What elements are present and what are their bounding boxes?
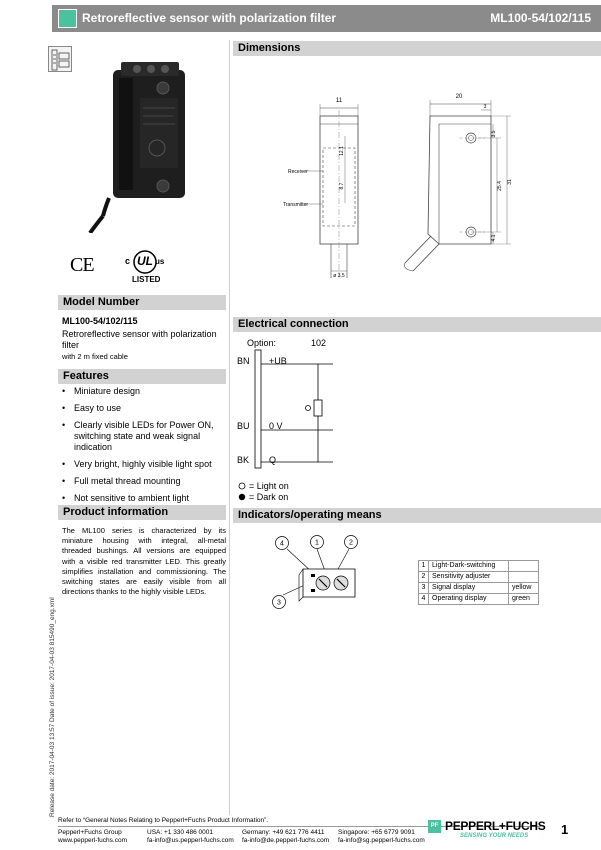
row-description: Signal display [429, 583, 509, 594]
footer-germany-phone: Germany: +49 621 776 4411 [242, 829, 325, 836]
section-product-information: Product information [58, 505, 226, 520]
callout-4: 4 [280, 540, 284, 548]
footer-usa-email[interactable]: fa-info@us.pepperl-fuchs.com [147, 837, 234, 844]
dim-8-7: 8.7 [339, 182, 345, 190]
footer-group [58, 829, 127, 845]
receiver-label: Receiver [288, 169, 308, 175]
feature-item: • Miniature design [62, 386, 226, 397]
dim-31: 31 [507, 179, 513, 185]
callout-3: 3 [277, 599, 281, 607]
column-divider [229, 40, 230, 815]
option-value: 102 [311, 338, 327, 348]
footer-website-link[interactable]: www.pepperl-fuchs.com [58, 837, 127, 844]
footer-singapore-phone: Singapore: +65 6779 9091 [338, 829, 415, 836]
dim-4-1: 4.1 [491, 234, 497, 242]
terminal-label-q: Q [269, 455, 277, 465]
section-electrical-connection: Electrical connection [233, 317, 601, 332]
section-model-number: Model Number [58, 295, 226, 310]
dimension-drawing [233, 58, 601, 308]
footer-reference: Refer to “General Notes Relating to Pepperl+Fuchs Product Information”. [58, 817, 269, 824]
release-date-text: Release date: 2017-04-03 13:57 Date of issue: 2017-04-03 815490_eng.xml [49, 597, 56, 817]
row-number: 3 [419, 583, 429, 594]
feature-item: • Full metal thread mounting [62, 476, 226, 487]
terminal-code-bn: BN [237, 356, 250, 366]
row-number: 2 [419, 572, 429, 583]
product-info-text: The ML100 series is characterized by its miniature housing with integral, all-metal threaded bushings. All versions are equipped with a visible red transmitter LED. This greatly simplifies installation and commissioning. The switching states are easily visible from all directions thanks to the highly visible LEDs. [62, 526, 226, 597]
model-name: ML100-54/102/115 [62, 316, 138, 326]
legend-light-on: = Light on [249, 481, 289, 491]
row-description: Sensitivity adjuster [429, 572, 509, 583]
features-list [62, 386, 226, 510]
row-color [509, 572, 539, 583]
header-bar [52, 5, 601, 32]
model-description: Retroreflective sensor with polarization filter [62, 329, 217, 350]
row-number: 1 [419, 561, 429, 572]
dim-12-1: 12.1 [339, 146, 345, 156]
callout-2: 2 [349, 539, 353, 547]
row-description: Operating display [429, 594, 509, 605]
page-number: 1 [561, 822, 569, 837]
section-features: Features [58, 369, 226, 384]
row-description: Light-Dark-switching [429, 561, 509, 572]
table-row [419, 572, 539, 583]
model-cable: with 2 m fixed cable [62, 352, 128, 361]
header-model-number: ML100-54/102/115 [490, 11, 591, 25]
option-label: Option: [247, 338, 277, 348]
row-number: 4 [419, 594, 429, 605]
company-tagline: SENSING YOUR NEEDS [460, 833, 529, 839]
table-row [419, 583, 539, 594]
ul-listed-mark: c UL us LISTED [124, 249, 166, 287]
terminal-code-bu: BU [237, 421, 250, 431]
terminal-label-ub: +UB [269, 356, 287, 366]
section-dimensions: Dimensions [233, 41, 601, 56]
row-color [509, 561, 539, 572]
dim-width-side: 20 [455, 94, 463, 100]
footer-usa [147, 829, 234, 845]
legend-dark-on: = Dark on [249, 492, 289, 502]
footer-singapore-email[interactable]: fa-info@sg.pepperl-fuchs.com [338, 837, 425, 844]
row-color: yellow [509, 583, 539, 594]
page-title: Retroreflective sensor with polarization filter [82, 11, 337, 25]
table-row [419, 594, 539, 605]
table-row [419, 561, 539, 572]
company-logo-name: PEPPERL+FUCHS [445, 819, 546, 833]
footer-group-name: Pepperl+Fuchs Group [58, 829, 122, 836]
feature-item: • Easy to use [62, 403, 226, 414]
wiring-diagram [233, 334, 601, 509]
ce-mark: CE [70, 254, 94, 276]
terminal-label-0v: 0 V [269, 421, 283, 431]
footer-singapore [338, 829, 425, 845]
section-indicators: Indicators/operating means [233, 508, 601, 523]
terminal-code-bk: BK [237, 455, 250, 465]
feature-item: • Very bright, highly visible light spot [62, 459, 226, 470]
dim-width-front: 11 [335, 98, 343, 104]
feature-item: • Not sensitive to ambient light [62, 493, 226, 504]
dim-cable: ø 3.5 [333, 273, 345, 279]
brand-square-icon [58, 9, 77, 28]
footer-germany-email[interactable]: fa-info@de.pepperl-fuchs.com [242, 837, 330, 844]
pf-logo-icon: PF [428, 820, 441, 833]
row-color: green [509, 594, 539, 605]
footer-usa-phone: USA: +1 330 486 0001 [147, 829, 213, 836]
sensor-product-photo [85, 58, 195, 233]
callout-1: 1 [315, 539, 319, 547]
indicator-table [418, 560, 539, 605]
sensor-type-icon [48, 46, 72, 72]
feature-item: • Clearly visible LEDs for Power ON, switching state and weak signal indication [62, 420, 226, 453]
indicator-drawing [233, 525, 601, 625]
footer-germany [242, 829, 329, 845]
dim-hole: 3.5 [491, 130, 497, 138]
dim-25: 25.4 [497, 181, 503, 191]
dim-top-offset: 3 [483, 104, 487, 110]
transmitter-label: Transmitter [283, 202, 309, 208]
